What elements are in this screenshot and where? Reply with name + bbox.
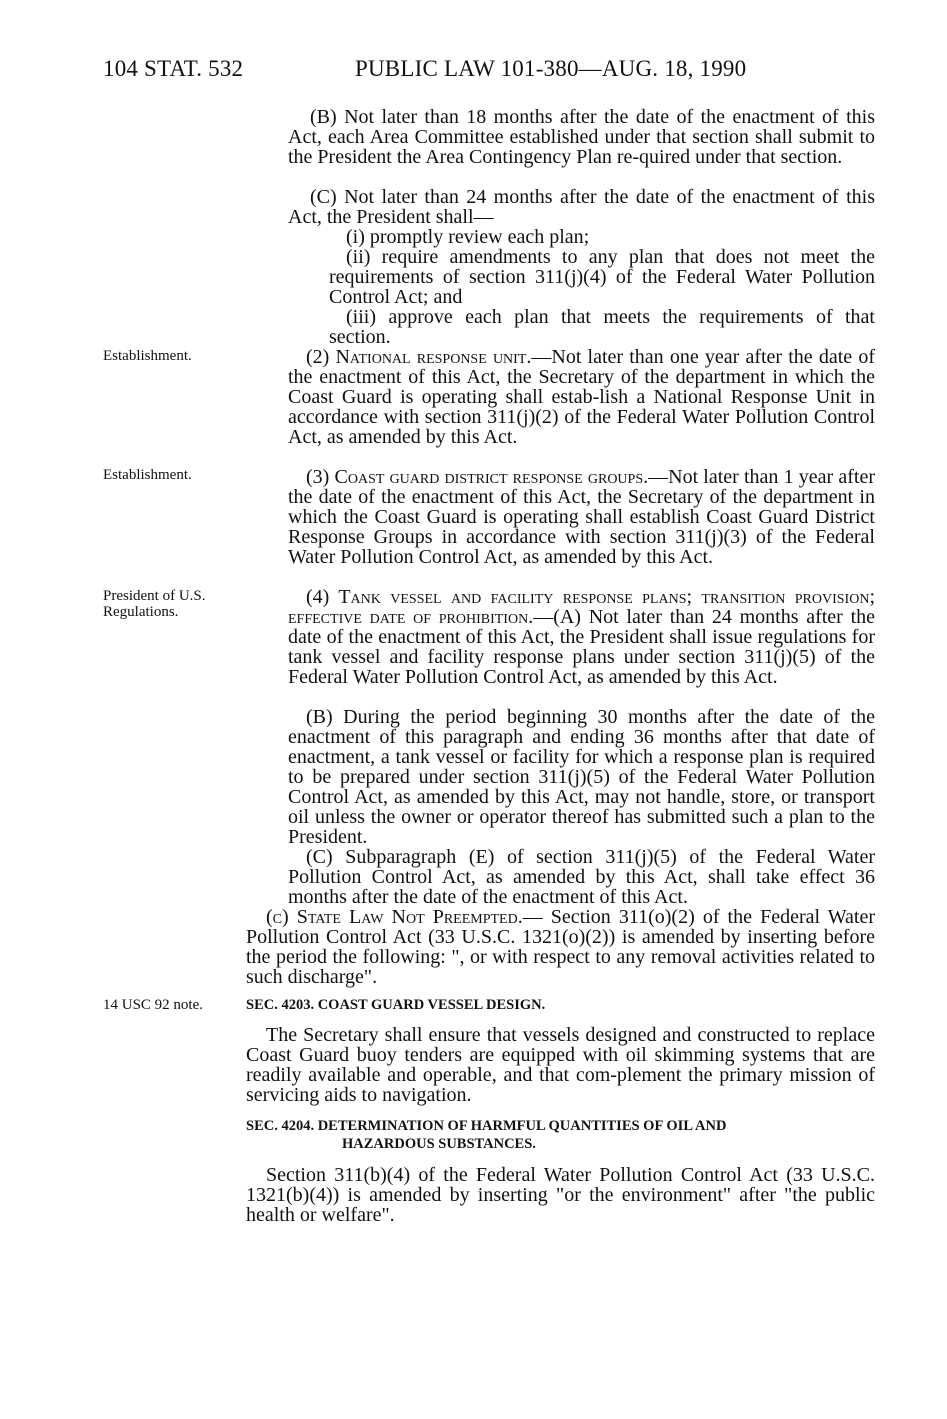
subsection-c-body: — Section 311(o)(2) of the Federal Water Pollution Control Act (33 U.S.C. 1321(o)(2)) is amended by inserting before the period the following: ", or with respect to any removal activities related to such discharge".	[246, 906, 875, 988]
paragraph-2-body: —Not later than one year after the date of the enactment of this Act, the Secretary of the department in which the Coast Guard is operating shall estab-lish a National Response Unit in accordance with section 311(j)(2) of the Federal Water Pollution Control Act, as amended by this Act.	[288, 346, 875, 448]
section-4203-heading: SEC. 4203. COAST GUARD VESSEL DESIGN.	[246, 997, 546, 1013]
clause-i: (i) promptly review each plan;	[346, 226, 590, 248]
page-number-header: 104 STAT. 532	[103, 56, 244, 81]
section-4203-body: The Secretary shall ensure that vessels designed and constructed to replace Coast Guard buoy tenders are equipped with oil skimming systems that are readily available and operable, and that com-plement the primary mission of servicing aids to navigation.	[246, 1024, 875, 1106]
paragraph-3-body: —Not later than 1 year after the date of the enactment of this Act, the Secretary of the department in which the Coast Guard is operating shall establish Coast Guard District Response Groups in accordance with section 311(j)(3) of the Federal Water Pollution Control Act, as amended by this Act.	[288, 466, 875, 568]
section-4204-body: Section 311(b)(4) of the Federal Water Pollution Control Act (33 U.S.C. 1321(b)(4)) is amended by inserting "or the environment" after "the public health or welfare".	[246, 1164, 875, 1226]
paragraph-3-district-response-groups	[288, 467, 875, 567]
margin-note-establishment: Establishment.	[103, 467, 192, 483]
paragraph-b-area-plan: (B) Not later than 18 months after the date of the enactment of this Act, each Area Committee established under that section shall submit to the President the Area Contingency Plan re-quired under that section.	[288, 106, 875, 168]
subsection-c-heading: (c) State Law Not Preempted.	[266, 906, 523, 928]
clause-iii: (iii) approve each plan that meets the requirements of that section.	[329, 306, 875, 348]
section-4204-heading-line1: SEC. 4204. DETERMINATION OF HARMFUL QUANTITIES OF OIL AND	[246, 1118, 727, 1134]
paragraph-4-b: (B) During the period beginning 30 months after the date of the enactment of this paragraph and ending 36 months after that date of enactment, a tank vessel or facility for which a response plan is required to be prepared under section 311(j)(5) of the Federal Water Pollution Control Act, as amended by this Act, may not handle, store, or transport oil unless the owner or operator thereof has submitted such a plan to the President.	[288, 706, 875, 848]
paragraph-c-president: (C) Not later than 24 months after the date of the enactment of this Act, the President shall—	[288, 186, 875, 228]
paragraph-4-heading: (4) Tank vessel and facility response plans; transition provision; effective date of prohibition.	[288, 586, 875, 628]
clause-ii: (ii) require amendments to any plan that does not meet the requirements of section 311(j)(4) of the Federal Water Pollution Control Act; and	[329, 246, 875, 308]
section-4204-heading	[246, 1117, 875, 1153]
paragraph-2-national-response-unit	[288, 347, 875, 447]
margin-note-president	[103, 588, 206, 620]
section-4204-heading-line2: HAZARDOUS SUBSTANCES.	[342, 1136, 536, 1152]
margin-note-president-line: President of U.S.	[103, 588, 206, 604]
margin-note-regulations-line: Regulations.	[103, 604, 179, 620]
margin-note-establishment: Establishment.	[103, 348, 192, 364]
paragraph-4-body: —(A) Not later than 24 months after the date of the enactment of this Act, the President shall issue regulations for tank vessel and facility response plans under section 311(j)(5) of the Federal Water Pollution Control Act, as amended by this Act.	[288, 606, 876, 688]
paragraph-2-heading: (2) National response unit.	[306, 346, 532, 368]
paragraph-4-response-plans	[288, 587, 875, 687]
paragraph-4-c: (C) Subparagraph (E) of section 311(j)(5) of the Federal Water Pollution Control Act, as amended by this Act, shall take effect 36 months after the date of the enactment of this Act.	[288, 846, 875, 908]
paragraph-3-heading: (3) Coast guard district response groups.	[306, 466, 649, 488]
margin-note-usc: 14 USC 92 note.	[103, 997, 204, 1013]
running-head: PUBLIC LAW 101-380—AUG. 18, 1990	[355, 56, 747, 81]
subsection-c-state-law	[246, 907, 875, 987]
